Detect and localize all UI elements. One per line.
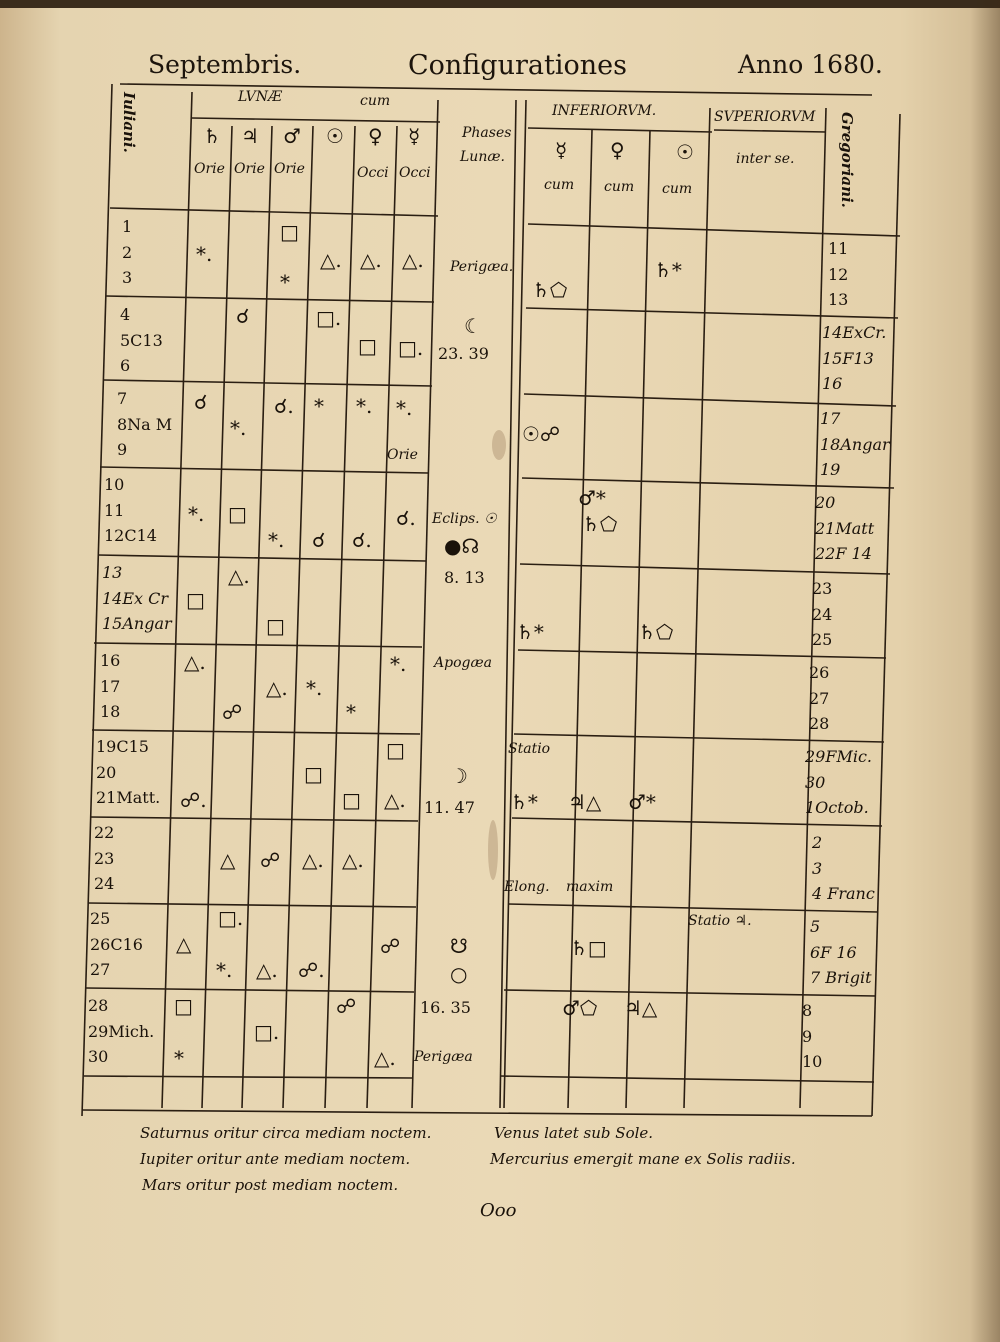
note-mercury: Mercurius emergit mane ex Solis radiis.	[490, 1150, 796, 1168]
phase-time-1: 23. 39	[438, 344, 489, 363]
julian-days-6: 16 17 18	[100, 651, 121, 721]
phase-perigee-1: Perigæa.	[450, 259, 514, 275]
elongation-label: Elong.	[504, 879, 550, 895]
cum-label-2: cum	[604, 179, 635, 195]
aspect-glyph: □.	[398, 336, 424, 360]
inferior-aspect: ♄⬠	[582, 512, 618, 536]
new-moon-node-icon: ●☊	[444, 534, 480, 558]
phase-time-4: 16. 35	[420, 998, 471, 1017]
inferior-aspect: ♂*	[628, 790, 656, 814]
orie-label-1: Orie	[194, 161, 225, 177]
inter-se-heading: inter se.	[736, 151, 795, 167]
inferior-aspect: ☉☍	[522, 422, 561, 446]
aspect-glyph: ☍	[222, 700, 243, 724]
aspect-glyph: △.	[302, 848, 324, 872]
julian-days-5: 13 14Ex Cr 15Angar	[102, 563, 172, 633]
aspect-glyph: ☌	[312, 528, 326, 552]
sun-icon: ☉	[326, 124, 344, 148]
aspect-glyph: □	[304, 762, 323, 786]
gregorian-days-10: 8 9 10	[802, 1001, 823, 1071]
aspect-glyph: ☌.	[396, 506, 416, 530]
statio-label: Statio	[508, 741, 551, 757]
aspect-glyph: □	[228, 502, 247, 526]
aspect-glyph: □.	[254, 1020, 280, 1044]
gregoriani-heading: Gregoriani.	[838, 112, 856, 208]
phase-perigee-2: Perigæa	[414, 1049, 473, 1065]
aspect-glyph: △.	[342, 848, 364, 872]
venus-inf-icon: ♀	[610, 138, 625, 162]
note-saturn: Saturnus oritur circa mediam noctem.	[140, 1124, 432, 1142]
venus-icon: ♀	[368, 124, 383, 148]
aspect-glyph: ☍	[260, 848, 281, 872]
phase-time-3: 11. 47	[424, 798, 475, 817]
julian-days-2: 4 5C13 6	[120, 305, 163, 375]
saturn-icon: ♄	[203, 124, 221, 148]
aspect-glyph: ☍.	[298, 958, 325, 982]
moon-waning-icon: ☾	[464, 314, 482, 338]
ink-spot	[492, 430, 506, 460]
julian-days-9: 25 26C16 27	[90, 909, 143, 979]
aspect-glyph: *.	[396, 396, 413, 420]
aspect-glyph: □	[174, 994, 193, 1018]
inferior-aspect: ♄*	[510, 790, 538, 814]
aspect-glyph: *.	[230, 416, 247, 440]
gregorian-days-3: 17 18Angar 19	[820, 409, 890, 479]
mercury-inf-icon: ☿	[555, 138, 568, 162]
note-jupiter: Iupiter oritur ante mediam noctem.	[140, 1150, 411, 1168]
occi-label-1: Occi	[357, 165, 389, 181]
aspect-glyph: △.	[374, 1046, 396, 1070]
aspect-glyph: △.	[402, 248, 424, 272]
inferior-aspect: ♄⬠	[532, 278, 568, 302]
aspect-glyph: *.	[356, 394, 373, 418]
aspect-glyph: △.	[256, 958, 278, 982]
inferior-aspect: ♄*	[654, 258, 682, 282]
aspect-glyph: △.	[320, 248, 342, 272]
gregorian-days-9: 5 6F 16 7 Brigit	[810, 917, 872, 987]
aspect-glyph: *.	[188, 502, 205, 526]
inferior-aspect: ♄*	[516, 620, 544, 644]
superior-statio: Statio ♃.	[688, 913, 752, 929]
aspect-glyph: ☍	[380, 934, 401, 958]
aspect-glyph: △.	[384, 788, 406, 812]
aspect-glyph: *.	[216, 958, 233, 982]
gregorian-days-5: 23 24 25	[812, 579, 833, 649]
aspect-glyph: □	[186, 588, 205, 612]
phases-heading: Phases	[462, 125, 512, 141]
maxima-label: maxim	[566, 879, 614, 895]
descending-node-icon: ☋	[450, 934, 468, 958]
month-heading: Septembris.	[148, 50, 302, 79]
phase-apogee: Apogæa	[434, 655, 492, 671]
cum-label-3: cum	[662, 181, 693, 197]
phase-eclipse: Eclips. ☉	[432, 511, 497, 527]
gregorian-days-6: 26 27 28	[809, 663, 830, 733]
julian-days-1: 1 2 3	[122, 217, 133, 287]
orie-note: Orie	[387, 447, 418, 463]
gregorian-days-4: 20 21Matt 22F 14	[815, 493, 875, 563]
julian-days-3: 7 8Na M 9	[117, 389, 173, 459]
julian-days-10: 28 29Mich. 30	[88, 996, 155, 1066]
lunae-heading: LVNÆ	[238, 89, 283, 105]
aspect-glyph: □	[266, 614, 285, 638]
aspect-glyph: *.	[306, 676, 323, 700]
aspect-glyph: *	[314, 394, 324, 418]
full-moon-icon: ○	[450, 962, 468, 986]
lunae-cum-heading: cum	[360, 93, 391, 109]
aspect-glyph: □.	[218, 906, 244, 930]
phase-time-2: 8. 13	[444, 568, 485, 587]
aspect-glyph: *.	[196, 242, 213, 266]
mercury-icon: ☿	[408, 124, 421, 148]
orie-label-2: Orie	[234, 161, 265, 177]
aspect-glyph: △.	[360, 248, 382, 272]
signature-mark: Ooo	[480, 1200, 517, 1221]
aspect-glyph: *	[346, 700, 356, 724]
aspect-glyph: △	[176, 932, 192, 956]
mars-icon: ♂	[283, 124, 301, 148]
lunae-phases-heading: Lunæ.	[460, 149, 505, 165]
note-venus: Venus latet sub Sole.	[494, 1124, 654, 1142]
aspect-glyph: *	[280, 270, 290, 294]
aspect-glyph: ☍.	[180, 788, 207, 812]
aspect-glyph: *	[174, 1046, 184, 1070]
aspect-glyph: ☌	[236, 304, 250, 328]
gregorian-days-7: 29FMic. 30 1Octob.	[805, 747, 873, 817]
aspect-glyph: □	[342, 788, 361, 812]
inferiorum-heading: INFERIORVM.	[552, 103, 657, 119]
aspect-glyph: *.	[390, 652, 407, 676]
jupiter-icon: ♃	[241, 124, 259, 148]
inferior-aspect: ♃△	[568, 790, 602, 814]
aspect-glyph: △.	[266, 676, 288, 700]
occi-label-2: Occi	[399, 165, 431, 181]
inferior-aspect: ♃△	[624, 996, 658, 1020]
aspect-glyph: △	[220, 848, 236, 872]
aspect-glyph: ☌.	[352, 528, 372, 552]
aspect-glyph: *.	[268, 528, 285, 552]
gregorian-days-2: 14ExCr. 15F13 16	[822, 323, 887, 393]
aspect-glyph: ☌	[194, 390, 208, 414]
page-title: Configurationes	[408, 50, 627, 81]
aspect-glyph: △.	[228, 564, 250, 588]
julian-days-4: 10 11 12C14	[104, 475, 157, 545]
julian-days-7: 19C15 20 21Matt.	[96, 737, 161, 807]
ink-spot	[488, 820, 498, 880]
sun-inf-icon: ☉	[676, 140, 694, 164]
aspect-glyph: □	[358, 334, 377, 358]
gregorian-days-1: 11 12 13	[828, 239, 849, 309]
inferior-aspect: ♄⬠	[638, 620, 674, 644]
aspect-glyph: ☌.	[274, 394, 294, 418]
iuliani-heading: Iuliani.	[120, 92, 138, 153]
orie-label-3: Orie	[274, 161, 305, 177]
julian-days-8: 22 23 24	[94, 823, 115, 893]
inferior-aspect: ♄□	[570, 936, 607, 960]
cum-label-1: cum	[544, 177, 575, 193]
aspect-glyph: △.	[184, 650, 206, 674]
moon-waxing-icon: ☽	[450, 764, 468, 788]
aspect-glyph: □.	[316, 306, 342, 330]
year-heading: Anno 1680.	[738, 50, 883, 79]
inferior-aspect: ♂⬠	[562, 996, 598, 1020]
superiorum-heading: SVPERIORVM	[714, 109, 816, 125]
note-mars: Mars oritur post mediam noctem.	[142, 1176, 399, 1194]
aspect-glyph: ☍	[336, 994, 357, 1018]
inferior-aspect: ♂*	[578, 486, 606, 510]
aspect-glyph: □	[280, 220, 299, 244]
aspect-glyph: □	[386, 738, 405, 762]
gregorian-days-8: 2 3 4 Franc	[812, 833, 875, 903]
